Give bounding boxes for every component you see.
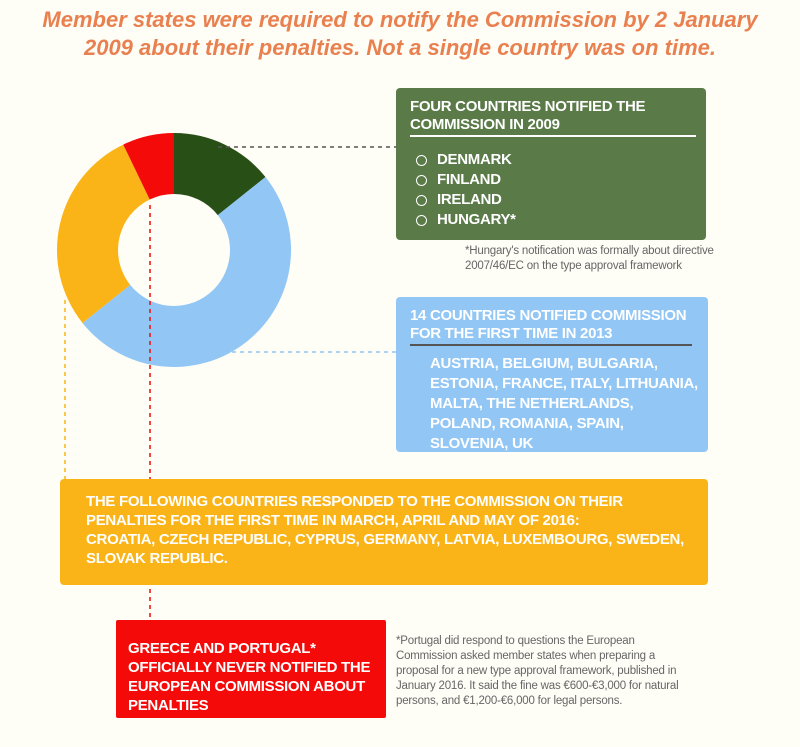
box-2009 — [396, 88, 706, 240]
box-never-notified — [116, 620, 386, 718]
box-2013-countries: AUSTRIA, BELGIUM, BULGARIA, ESTONIA, FRANCE, ITALY, LITHUANIA, MALTA, THE NETHERLANDS, POLAND, ROMANIA, SPAIN, SLOVENIA, UK — [430, 355, 698, 452]
circle-bullet-icon — [416, 155, 427, 166]
headline: Member states were required to notify the Commission by 2 January 2009 about their penalties. Not a single country was on time. — [42, 7, 758, 60]
portugal-footnote: *Portugal did respond to questions the European Commission asked member states when preparing a proposal for a new type approval framework, published in January 2016. It said the fine was €600-€3,000 for natural persons, and €1,200-€6,000 for legal persons. — [396, 635, 679, 707]
circle-bullet-icon — [416, 215, 427, 226]
list-item: HUNGARY* — [416, 210, 516, 230]
circle-bullet-icon — [416, 175, 427, 186]
box-never-title: GREECE AND PORTUGAL* OFFICIALLY NEVER NOTIFIED THE EUROPEAN COMMISSION ABOUT PENALTIES — [128, 640, 371, 714]
box-2016 — [60, 479, 708, 585]
country-list-2009 — [416, 150, 516, 230]
circle-bullet-icon — [416, 195, 427, 206]
box-2013-title: 14 COUNTRIES NOTIFIED COMMISSION FOR THE FIRST TIME IN 2013 — [410, 307, 692, 346]
list-item: IRELAND — [416, 190, 516, 210]
box-2013 — [396, 297, 708, 452]
hungary-footnote: *Hungary's notification was formally about directive 2007/46/EC on the type approval framework — [465, 245, 714, 272]
box-2009-title: FOUR COUNTRIES NOTIFIED THE COMMISSION IN 2009 — [410, 98, 696, 137]
list-item: DENMARK — [416, 150, 516, 170]
box-2016-title: THE FOLLOWING COUNTRIES RESPONDED TO THE COMMISSION ON THEIR PENALTIES FOR THE FIRST TIME IN MARCH, APRIL AND MAY OF 2016: — [86, 493, 623, 529]
box-2016-countries: CROATIA, CZECH REPUBLIC, CYPRUS, GERMANY, LATVIA, LUXEMBOURG, SWEDEN, SLOVAK REPUBLIC. — [86, 531, 684, 567]
list-item: FINLAND — [416, 170, 516, 190]
